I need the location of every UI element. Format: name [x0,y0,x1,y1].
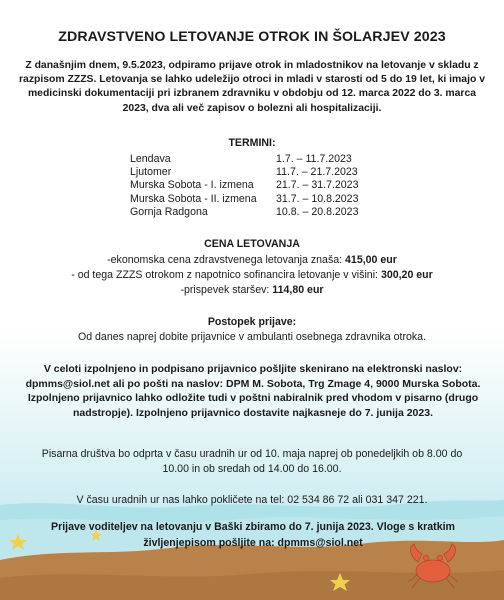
price-label: -prispevek staršev: [180,284,273,297]
price-heading: CENA LETOVANJA [204,238,300,250]
price-label: -ekonomska cena zdravstvenega letovanja znaša: [107,254,346,266]
term-row [130,153,410,166]
term-dates: 31.7. – 10.8.2023 [276,192,359,205]
price-label: - od tega ZZZS otrokom z napotnico sofinancira letovanje v višini: [71,269,381,282]
term-place: Gornja Radgona [130,205,208,218]
term-row [130,206,410,219]
term-place: Lendava [130,153,171,165]
terms-heading: TERMINI: [228,137,276,149]
term-dates: 1.7. – 11.7.2023 [276,153,352,165]
price-line [0,268,504,283]
term-dates: 21.7. – 31.7.2023 [276,179,359,192]
submission-instructions: V celoti izpolnjeno in podpisano prijavnico pošljite skenirano na elektronski naslov: dpmms@siol.net ali po pošti na naslov: DPM M. Sobota, Trg Zmage 4, 9000 Murska Sobota. Izpolnjeno prijavnico lahko odložite tudi v poštni nabiralnik pred vhodom v pisarno (drugo nadstropje). Izpolnjeno prijavnico dostavite najkasneje do 7. junija 2023. [25,363,481,419]
office-hours: Pisarna društva bo odprta v času uradnih ur od 10. maja naprej ob ponedeljkih ob 8.00 do 10.00 in ob sredah od 14.00 do 16.00. [41,448,463,476]
price-line [0,283,504,298]
term-dates: 11.7. – 21.7.2023 [276,166,358,179]
term-row [130,179,410,192]
intro-paragraph: Z današnjim dnem, 9.5.2023, odpiramo prijave otrok in mladostnikov na letovanje v skladu z razpisom ZZZS. Letovanja se lahko udeležijo otroci in mladi v starosti od 5 do 19 let, ki imajo v medicinski dokumentaciji pri izbranem zdravniku v obdobju od 12. marca 2022 do 3. marca 2023, dva ali več zapisov o bolezni ali hospitalizaciji. [19,60,485,114]
term-row [130,166,410,179]
price-section [0,253,504,299]
term-place: Murska Sobota - II. izmena [130,192,257,205]
price-value: 300,20 eur [380,269,433,282]
price-value: 114,80 eur [272,284,324,297]
price-line [0,253,504,268]
price-value: 415,00 eur [345,254,397,266]
term-dates: 10.8. – 20.8.2023 [276,205,359,218]
term-row [130,193,410,206]
term-place: Murska Sobota - I. izmena [130,179,254,192]
terms-table [130,153,410,219]
procedure-text: Od danes naprej dobite prijavnice v ambulanti osebnega zdravnika otroka. [77,331,427,343]
phone-contact: V času uradnih ur nas lahko pokličete na tel: 02 534 86 72 ali 031 347 221. [76,494,428,506]
flyer-title: ZDRAVSTVENO LETOVANJE OTROK IN ŠOLARJEV 2023 [58,29,446,45]
leaders-notice: Prijave voditeljev na letovanju v Baški zbiramo do 7. junija 2023. Vloge s kratkim življenjepisom pošljite na: dpmms@siol.net [51,521,455,549]
procedure-heading: Postopek prijave: [207,316,297,328]
term-place: Ljutomer [130,166,172,179]
